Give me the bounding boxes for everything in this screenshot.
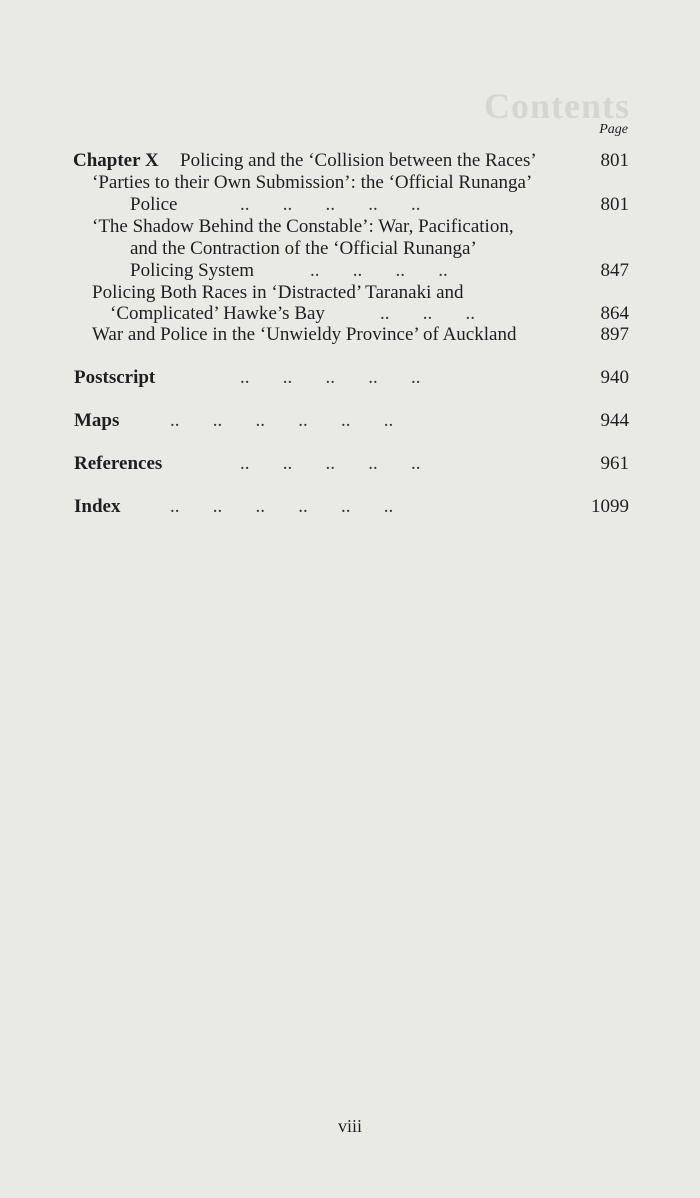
backmatter-label: References — [74, 453, 163, 474]
backmatter-page: 961 — [600, 453, 629, 474]
section-entry — [0, 282, 700, 304]
section-line: Police — [130, 194, 178, 215]
chapter-title: Policing and the ‘Collision between the Races’ — [180, 150, 537, 171]
leader-dots: .. .. .. .. .. — [240, 194, 421, 215]
chapter-label: Chapter X — [73, 150, 159, 171]
backmatter-entry — [0, 453, 700, 475]
section-entry-cont — [0, 238, 700, 260]
leader-dots: .. .. .. .. .. — [240, 367, 421, 388]
leader-dots: .. .. .. .. .. — [240, 453, 421, 474]
backmatter-page: 944 — [600, 410, 629, 431]
leader-dots: .. .. .. .. — [310, 260, 448, 281]
page-folio: viii — [337, 1116, 362, 1136]
backmatter-page: 1099 — [591, 496, 629, 517]
leader-dots: .. .. .. — [380, 303, 475, 324]
section-entry-cont — [0, 303, 700, 325]
backmatter-page: 940 — [600, 367, 629, 388]
backmatter-label: Index — [74, 496, 121, 517]
section-entry — [0, 216, 700, 238]
chapter-page: 801 — [600, 150, 629, 171]
section-line: ‘Complicated’ Hawke’s Bay — [110, 303, 325, 324]
leader-dots: .. .. .. .. .. .. — [170, 410, 394, 431]
section-page: 897 — [600, 324, 629, 345]
leader-dots: .. .. .. .. .. .. — [170, 496, 394, 517]
chapter-entry — [0, 150, 700, 172]
backmatter-entry — [0, 496, 700, 518]
section-line: ‘The Shadow Behind the Constable’: War, Pacification, — [92, 216, 514, 237]
section-line: and the Contraction of the ‘Official Runanga’ — [130, 238, 477, 259]
section-entry — [0, 324, 700, 346]
section-page: 801 — [600, 194, 629, 215]
backmatter-entry — [0, 367, 700, 389]
section-page: 847 — [600, 260, 629, 281]
section-line: ‘Parties to their Own Submission’: the ‘Official Runanga’ — [92, 172, 533, 193]
section-entry — [0, 172, 700, 194]
section-page: 864 — [600, 303, 629, 324]
section-line: Policing System — [130, 260, 255, 281]
section-line: Policing Both Races in ‘Distracted’ Taranaki and — [92, 282, 464, 303]
backmatter-label: Postscript — [74, 367, 156, 388]
page-column-label: Page — [599, 122, 628, 137]
section-entry-cont — [0, 194, 700, 216]
section-line: War and Police in the ‘Unwieldy Province’ of Auckland — [92, 324, 517, 345]
backmatter-label: Maps — [74, 410, 120, 431]
backmatter-entry — [0, 410, 700, 432]
show-through-heading: Contents — [483, 86, 630, 126]
section-entry-cont — [0, 260, 700, 282]
